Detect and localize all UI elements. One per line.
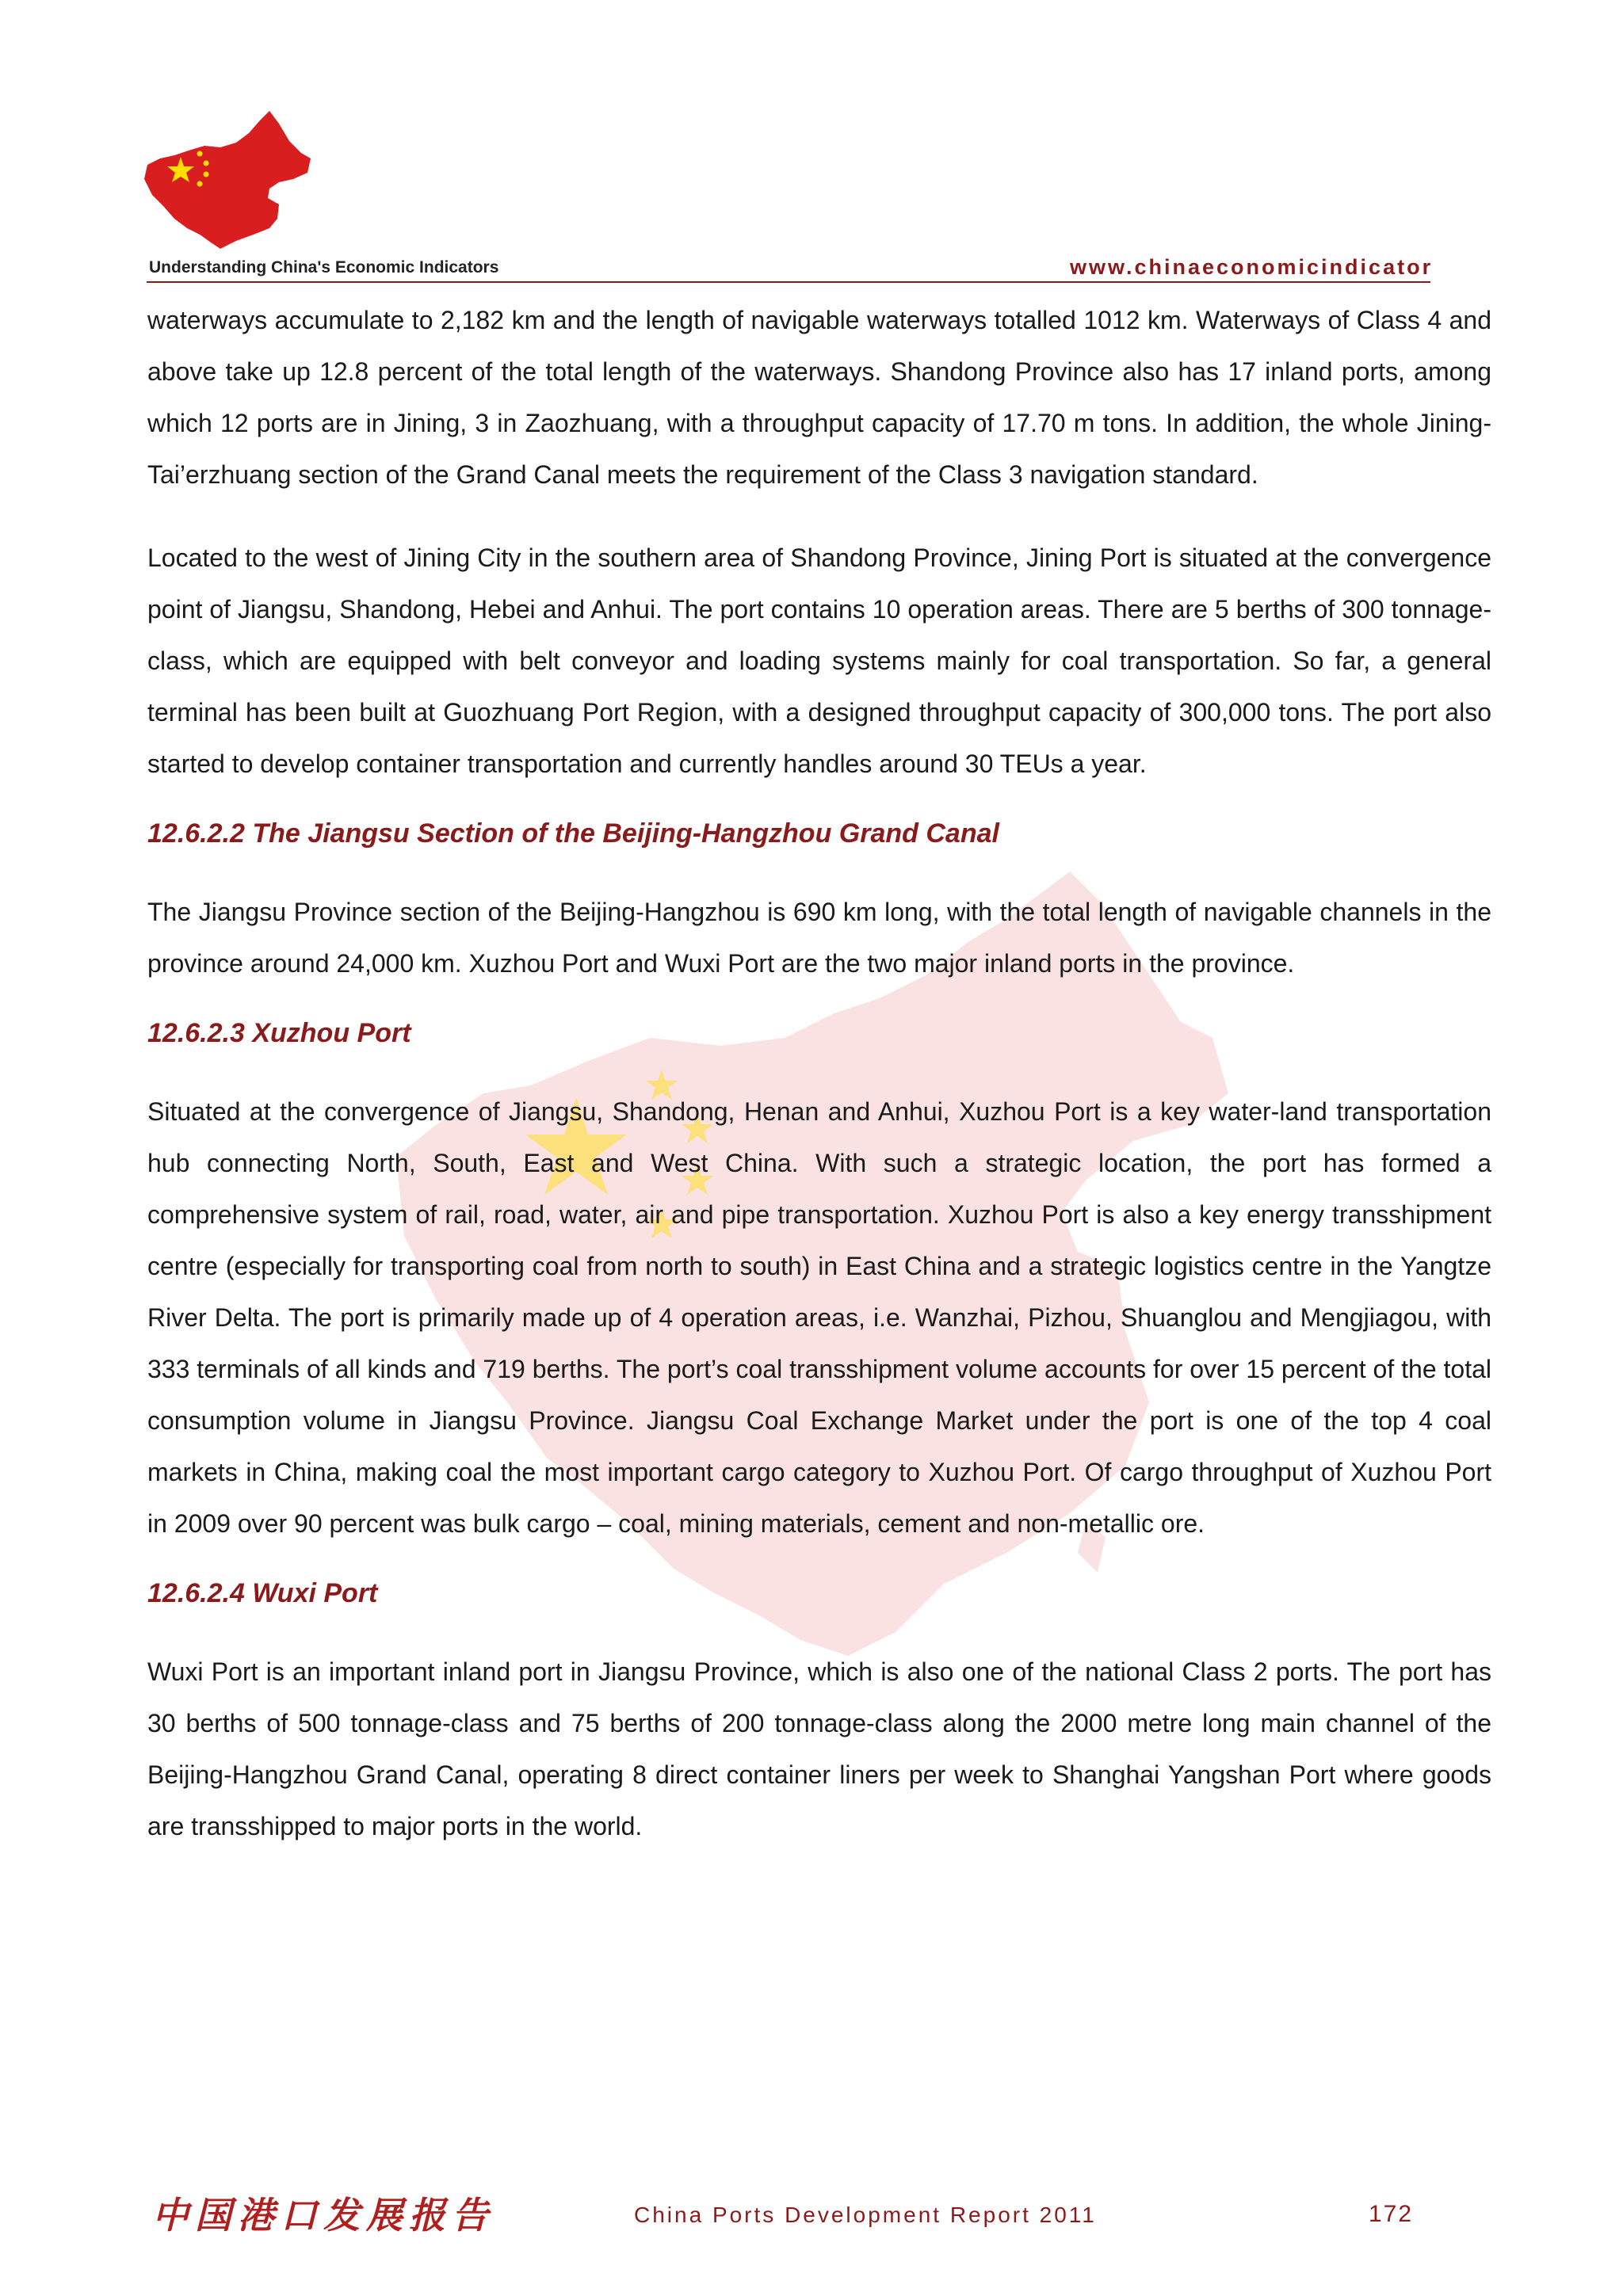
logo-small-star-1 <box>197 151 203 157</box>
section-heading-12-6-2-3: 12.6.2.3 Xuzhou Port <box>147 1018 411 1048</box>
body-paragraph-4: Situated at the convergence of Jiangsu, Shandong, Henan and Anhui, Xuzhou Port is a key water-land transportation hub connecting North, South, East and West China. With such a strategic location, the port has formed a comprehensive system of rail, road, water, air and pipe transportation. Xuzhou Port is also a key energy transshipment centre (especially for transporting coal from north to south) in East China and a strategic logistics centre in the Yangtze River Delta. The port is primarily made up of 4 operation areas, i.e. Wanzhai, Pizhou, Shuanglou and Mengjiagou, with 333 terminals of all kinds and 719 berths. The port’s coal transshipment volume accounts for over 15 percent of the total consumption volume in Jiangsu Province. Jiangsu Coal Exchange Market under the port is one of the top 4 coal markets in China, making coal the most important cargo category to Xuzhou Port. Of cargo throughput of Xuzhou Port in 2009 over 90 percent was bulk cargo – coal, mining materials, cement and non-metallic ore. <box>147 1097 1491 1538</box>
china-map-logo-icon <box>143 109 313 252</box>
body-paragraph-5: Wuxi Port is an important inland port in Jiangsu Province, which is also one of the national Class 2 ports. The port has 30 berths of 500 tonnage-class and 75 berths of 200 tonnage-class along the 2000 metre long main channel of the Beijing-Hangzhou Grand Canal, operating 8 direct container liners per week to Shanghai Yangshan Port where goods are transshipped to major ports in the world. <box>147 1657 1491 1840</box>
header-url-link[interactable]: www.chinaeconomicindicator <box>1070 255 1434 279</box>
page-body <box>147 295 1491 1852</box>
footer-chinese-title: 中国港口发展报告 <box>152 2194 495 2237</box>
header-divider <box>147 281 1430 283</box>
logo-small-star-4 <box>197 181 203 187</box>
footer-report-title: China Ports Development Report 2011 <box>634 2203 1097 2227</box>
page-number: 172 <box>1369 2201 1414 2227</box>
section-heading-12-6-2-4: 12.6.2.4 Wuxi Port <box>147 1578 378 1608</box>
header-tagline: Understanding China's Economic Indicators <box>149 258 499 277</box>
body-paragraph-3: The Jiangsu Province section of the Beijing-Hangzhou is 690 km long, with the total length of navigable channels in the province around 24,000 km. Xuzhou Port and Wuxi Port are the two major inland ports in the province. <box>147 898 1491 978</box>
logo-map-shape <box>144 111 311 249</box>
body-paragraph-1: waterways accumulate to 2,182 km and the length of navigable waterways totalled 1012 km. Waterways of Class 4 and above take up 12.8 percent of the total length of the waterways. Shandong Province also has 17 inland ports, among which 12 ports are in Jining, 3 in Zaozhuang, with a throughput capacity of 17.70 m tons. In addition, the whole Jining-Tai’erzhuang section of the Grand Canal meets the requirement of the Class 3 navigation standard. <box>147 306 1491 489</box>
section-heading-12-6-2-2: 12.6.2.2 The Jiangsu Section of the Beijing-Hangzhou Grand Canal <box>147 818 999 849</box>
body-paragraph-2: Located to the west of Jining City in the southern area of Shandong Province, Jining Port is situated at the convergence point of Jiangsu, Shandong, Hebei and Anhui. The port contains 10 operation areas. There are 5 berths of 300 tonnage-class, which are equipped with belt conveyor and loading systems mainly for coal transportation. So far, a general terminal has been built at Guozhuang Port Region, with a designed throughput capacity of 300,000 tons. The port also started to develop container transportation and currently handles around 30 TEUs a year. <box>147 543 1491 778</box>
logo-small-star-3 <box>204 172 209 177</box>
logo-small-star-2 <box>204 161 209 166</box>
